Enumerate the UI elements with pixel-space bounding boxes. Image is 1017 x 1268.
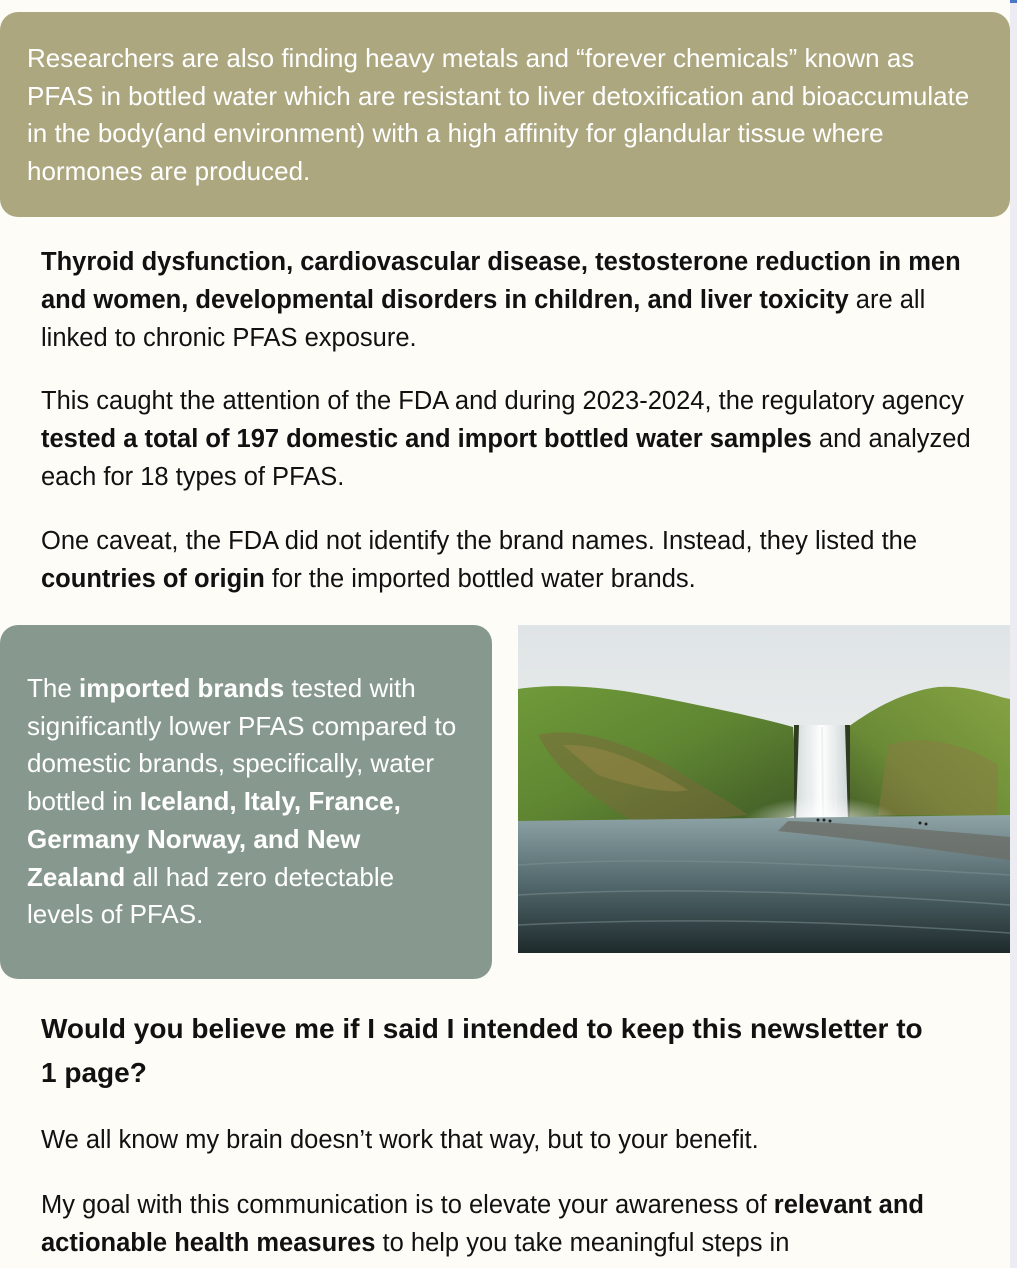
- fda-testing-lead: This caught the attention of the FDA and during 2023-2024, the regulatory agency: [41, 387, 964, 415]
- brain-text: We all know my brain doesn’t work that way, but to your benefit.: [41, 1126, 759, 1154]
- health-effects-paragraph: [41, 243, 976, 357]
- goal-paragraph: [41, 1186, 976, 1262]
- goal-lead: My goal with this communication is to elevate your awareness of: [41, 1191, 774, 1219]
- pfas-callout-text: Researchers are also finding heavy metals and “forever chemicals” known as PFAS in bottled water which are resistant to liver detoxification and bioaccumulate in the body(and environment) with a high affinity for glandular tissue where hormones are produced.: [27, 43, 970, 186]
- imported-bold-countries: Iceland, Italy, France, Germany Norway, and New Zealand: [27, 786, 401, 892]
- waterfall-landscape-icon: [518, 625, 1010, 953]
- caveat-bold: countries of origin: [41, 565, 265, 593]
- waterfall-photo: [518, 625, 1010, 953]
- page-scroll-edge: [1010, 3, 1017, 1268]
- fda-testing-bold: tested a total of 197 domestic and import bottled water samples: [41, 425, 812, 453]
- section-heading: Would you believe me if I said I intended to keep this newsletter to 1 page?: [41, 1013, 923, 1088]
- imported-brands-callout: [0, 625, 492, 979]
- imported-mid: tested with significantly lower PFAS compared to domestic brands, specifically, water bottled in: [27, 673, 457, 817]
- caveat-lead: One caveat, the FDA did not identify the brand names. Instead, they listed the: [41, 527, 918, 555]
- fda-testing-paragraph: [41, 382, 976, 496]
- imported-rest: all had zero detectable levels of PFAS.: [27, 861, 395, 930]
- fda-testing-rest: and analyzed each for 18 types of PFAS.: [41, 425, 971, 491]
- pfas-callout: [0, 12, 1010, 217]
- goal-rest: to help you take meaningful steps in: [375, 1229, 790, 1257]
- goal-bold: relevant and actionable health measures: [41, 1191, 924, 1257]
- caveat-rest: for the imported bottled water brands.: [264, 565, 696, 593]
- imported-bold-brands: imported brands: [79, 673, 285, 703]
- health-effects-bold: Thyroid dysfunction, cardiovascular disease, testosterone reduction in men and women, developmental disorders in children, and liver toxicity: [41, 248, 961, 314]
- caveat-paragraph: [41, 522, 976, 598]
- health-effects-rest: are all linked to chronic PFAS exposure.: [41, 286, 926, 352]
- brain-paragraph: [41, 1121, 976, 1159]
- imported-lead: The: [27, 673, 80, 703]
